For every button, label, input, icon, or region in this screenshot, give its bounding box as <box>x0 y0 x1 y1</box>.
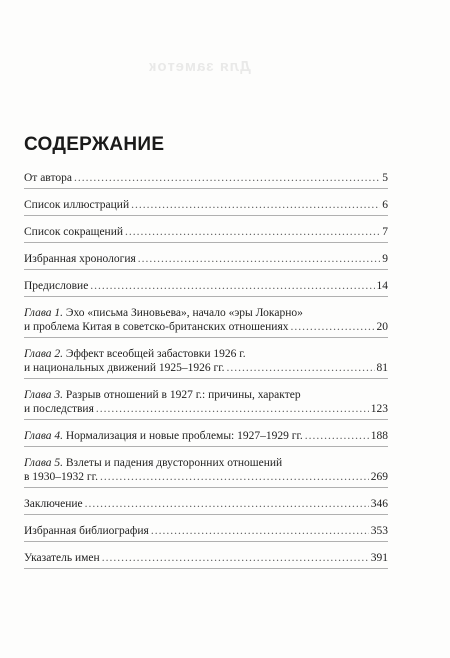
page-title: СОДЕРЖАНИЕ <box>24 134 165 155</box>
toc-entry-abbreviations[interactable] <box>24 225 388 243</box>
toc-entry-label: От автора <box>24 172 72 184</box>
toc-page-number: 20 <box>376 321 388 333</box>
leader-dots <box>85 497 369 511</box>
toc-page-number: 346 <box>370 498 388 510</box>
toc-entry-chapter-5[interactable] <box>24 456 388 488</box>
leader-dots <box>102 551 369 565</box>
toc-entry-chapter-4[interactable] <box>24 429 388 447</box>
toc-entry-preface[interactable] <box>24 279 388 297</box>
chapter-title-line-2: и последствия <box>24 403 94 415</box>
toc-entry-label: Список иллюстраций <box>24 199 130 211</box>
leader-dots <box>74 171 380 185</box>
leader-dots <box>131 198 380 212</box>
toc-entry-illustrations[interactable] <box>24 198 388 216</box>
toc-page-number: 14 <box>376 280 388 292</box>
leader-dots <box>100 470 369 484</box>
chapter-label: Глава 2. <box>24 348 63 360</box>
leader-dots <box>96 402 369 416</box>
toc-entry-chronology[interactable] <box>24 252 388 270</box>
toc-entry-label: Избранная библиография <box>24 525 149 537</box>
toc-entry-label: Заключение <box>24 498 83 510</box>
toc-page-number: 353 <box>370 525 388 537</box>
toc-page-number: 6 <box>382 199 388 211</box>
toc-page-number: 269 <box>370 471 388 483</box>
toc-entry-bibliography[interactable] <box>24 524 388 542</box>
chapter-title-line-2: и национальных движений 1925–1926 гг. <box>24 362 225 374</box>
bleed-through-text: Для заметок <box>148 58 251 75</box>
chapter-title-line-2: в 1930–1932 гг. <box>24 471 98 483</box>
chapter-title-line-1: Эффект всеобщей забастовки 1926 г. <box>65 348 246 360</box>
table-of-contents <box>24 171 388 578</box>
chapter-label: Глава 5. <box>24 457 63 469</box>
leader-dots <box>291 320 375 334</box>
toc-page-number: 188 <box>370 430 388 442</box>
leader-dots <box>227 361 375 375</box>
toc-page-number: 5 <box>382 172 388 184</box>
chapter-title-line-1: Разрыв отношений в 1927 г.: причины, характер <box>65 389 301 401</box>
chapter-title-line-1: Эхо «письма Зиновьева», начало «эры Локарно» <box>65 307 303 319</box>
toc-page-number: 123 <box>370 403 388 415</box>
leader-dots <box>90 279 374 293</box>
chapter-label: Глава 1. <box>24 307 63 319</box>
chapter-label: Глава 3. <box>24 389 63 401</box>
leader-dots <box>125 225 380 239</box>
chapter-label: Глава 4. <box>24 430 63 442</box>
toc-entry-conclusion[interactable] <box>24 497 388 515</box>
toc-entry-chapter-2[interactable] <box>24 347 388 379</box>
toc-entry-chapter-1[interactable] <box>24 306 388 338</box>
leader-dots <box>151 524 369 538</box>
toc-page-number: 81 <box>376 362 388 374</box>
toc-entry-chapter-3[interactable] <box>24 388 388 420</box>
chapter-title-line-1: Взлеты и падения двусторонних отношений <box>65 457 283 469</box>
toc-page-number: 7 <box>382 226 388 238</box>
toc-page-number: 391 <box>370 552 388 564</box>
toc-entry-from-author[interactable] <box>24 171 388 189</box>
toc-page-number: 9 <box>382 253 388 265</box>
leader-dots <box>305 429 369 443</box>
toc-entry-index[interactable] <box>24 551 388 569</box>
toc-entry-label: Список сокращений <box>24 226 124 238</box>
chapter-title-line-2: и проблема Китая в советско-британских отношениях <box>24 321 289 333</box>
leader-dots <box>138 252 380 266</box>
chapter-title-line-1: Нормализация и новые проблемы: 1927–1929 гг. <box>65 430 303 442</box>
toc-entry-label: Избранная хронология <box>24 253 136 265</box>
toc-entry-label: Предисловие <box>24 280 89 292</box>
toc-entry-label: Указатель имен <box>24 552 100 564</box>
